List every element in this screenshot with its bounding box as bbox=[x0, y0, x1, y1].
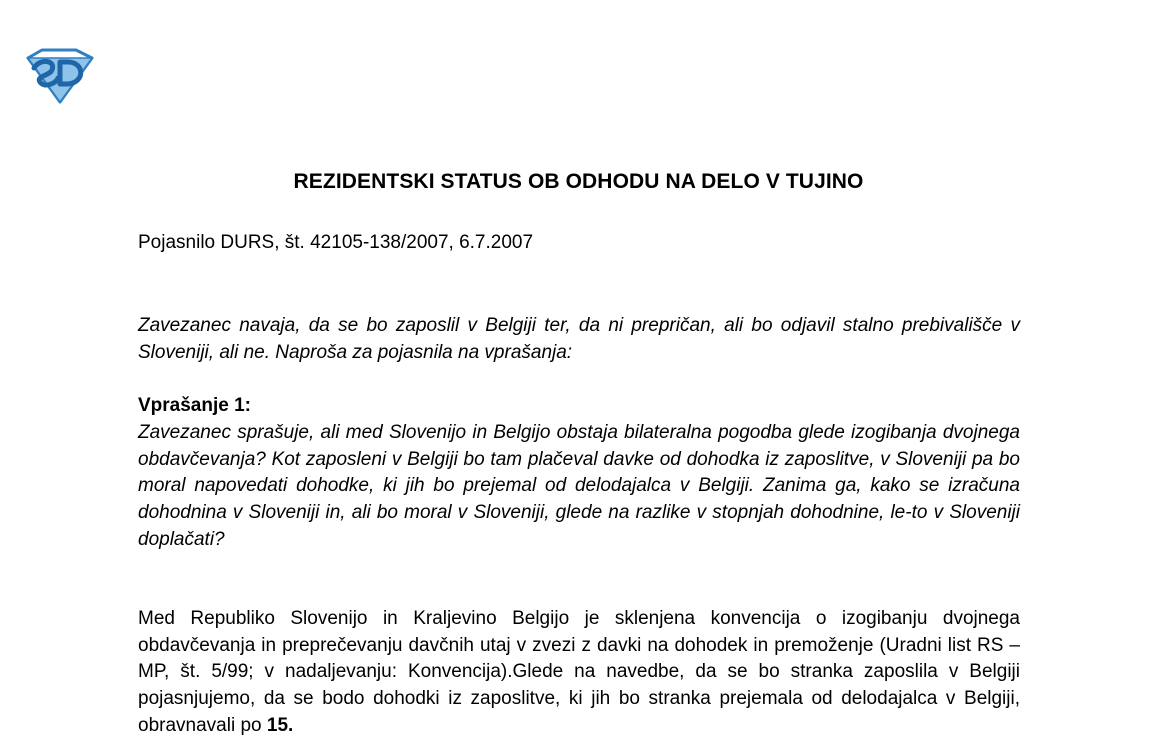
document-title: REZIDENTSKI STATUS OB ODHODU NA DELO V TUJINO bbox=[293, 170, 864, 193]
question-heading: Vprašanje 1: bbox=[138, 395, 251, 416]
answer-paragraph bbox=[138, 606, 1020, 740]
intro-paragraph: Zavezanec navaja, da se bo zaposlil v Belgiji ter, da ni prepričan, ali bo odjavil stalno prebivališče v Sloveniji, ali ne. Naproša za pojasnila na vprašanja: bbox=[138, 315, 1020, 363]
question-paragraph: Zavezanec sprašuje, ali med Slovenijo in Belgijo obstaja bilateralna pogodba glede izogibanja dvojnega obdavčevanja? Kot zaposleni v Belgiji bo tam plačeval davke od dohodka iz zaposlitve, v Sloveniji pa bo moral napovedati dohodke, ki jih bo prejemal od delodajalca v Belgiji. Zanima ga, kako se izračuna dohodnina v Sloveniji in, ali bo moral v Sloveniji, glede na razlike v stopnjah dohodnine, le-to v Sloveniji doplačati? bbox=[138, 422, 1020, 550]
answer-article-number: 15. bbox=[266, 714, 294, 736]
sd-diamond-logo-icon bbox=[22, 48, 96, 104]
answer-text: Med Republiko Slovenijo in Kraljevino Belgijo je sklenjena konvencija o izogibanju dvojnega obdavčevanja in preprečevanju davčnih utaj v zvezi z davki na dohodek in premoženje (Uradni list RS – MP, št. 5/99; v nadaljevanju: Konvencija).Glede na navedbe, da se bo stranka zaposlila v Belgiji pojasnjujemo, da se bodo dohodki iz zaposlitve, ki jih bo stranka prejemala od delodajalca v Belgiji, obravnavali po bbox=[138, 608, 1020, 736]
document-source: Pojasnilo DURS, št. 42105-138/2007, 6.7.2007 bbox=[138, 232, 534, 253]
